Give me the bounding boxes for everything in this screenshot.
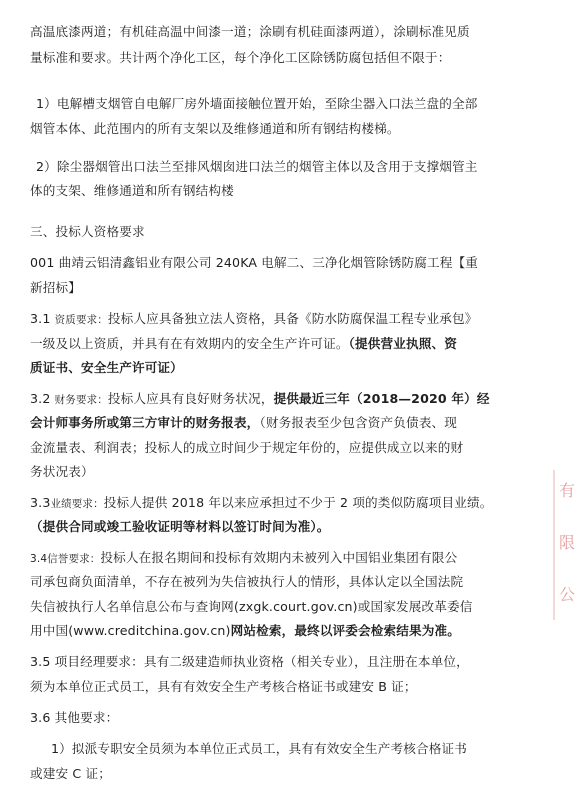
project-title-cont: 新招标】: [30, 280, 81, 295]
seal-char: 有: [558, 481, 575, 500]
paragraph-line: 高温底漆两道；有机硅高温中间漆一道；涂刷有机硅面漆两道），涂刷标准见质: [30, 24, 470, 39]
credit-requirement-cont: 用中国(www.creditchina.gov.cn)网站检索，最终以评委会检索结果为准。: [30, 623, 460, 638]
financial-requirement-cont: 会计师事务所或第三方审计的财务报表，（财务报表至少包含资产负债表、现: [30, 415, 457, 430]
financial-requirement: 3.2 财务要求：投标人应具有良好财务状况，提供最近三年（2018—2020 年）经: [30, 391, 490, 406]
scope-item-1: 1）电解槽支烟管自电解厂房外墙面接触位置开始，至除尘器入口法兰盘的全部: [36, 96, 478, 111]
company-seal: [553, 470, 577, 620]
scope-item-2: 2）除尘器烟管出口法兰至排风烟囱进口法兰的烟管主体以及含用于支撑烟管主: [36, 159, 478, 174]
credit-requirement-cont: 失信被执行人名单信息公布与查询网(zxgk.court.gov.cn)或国家发展改革委信: [30, 599, 473, 614]
performance-requirement-cont: （提供合同或竣工验收证明等材料以签订时间为准）。: [30, 519, 330, 534]
qualification-requirement-cont: 一级及以上资质，并具有在有效期内的安全生产许可证。（提供营业执照、资: [30, 336, 457, 351]
qualification-requirement: 3.1 资质要求：投标人应具备独立法人资格，具备《防水防腐保温工程专业承包》: [30, 311, 478, 326]
paragraph-line: 量标准和要求。共计两个净化工区，每个净化工区除锈防腐包括但不限于：: [30, 50, 451, 65]
project-title: 001 曲靖云铝清鑫铝业有限公司 240KA 电解二、三净化烟管除锈防腐工程【重: [30, 255, 478, 270]
qualification-requirement-cont: 质证书、安全生产许可证）: [30, 360, 183, 375]
financial-requirement-cont: 务状况表）: [30, 464, 94, 479]
manager-requirement-cont: 须为本单位正式员工，具有有效安全生产考核合格证书或建安 B 证；: [30, 679, 417, 694]
credit-requirement: 3.4信誉要求：投标人在报名期间和投标有效期内未被列入中国铝业集团有限公: [30, 550, 458, 565]
performance-requirement: 3.3业绩要求：投标人提供 2018 年以来应承担过不少于 2 项的类似防腐项目业绩。: [30, 495, 493, 510]
credit-requirement-cont: 司承包商负面清单，不存在被列为失信被执行人的情形，具体认定以全国法院: [30, 574, 464, 589]
seal-char: 限: [558, 533, 575, 552]
seal-char: 公: [558, 585, 575, 604]
scope-item-2-cont: 体的支架、维修通道和所有钢结构楼: [30, 183, 234, 198]
other-requirement-item: 1）拟派专职安全员须为本单位正式员工，具有有效安全生产考核合格证书: [51, 741, 467, 756]
financial-requirement-cont: 金流量表、利润表；投标人的成立时间少于规定年份的，应提供成立以来的财: [30, 440, 464, 455]
scope-item-1-cont: 烟管本体、此范围内的所有支架以及维修通道和所有钢结构楼梯。: [30, 121, 400, 136]
manager-requirement: 3.5 项目经理要求：具有二级建造师执业资格（相关专业），且注册在本单位，: [30, 654, 469, 669]
other-requirement-item-cont: 或建安 C 证；: [30, 766, 111, 781]
section-heading: 三、投标人资格要求: [30, 224, 145, 239]
other-requirements-heading: 3.6 其他要求：: [30, 710, 119, 725]
